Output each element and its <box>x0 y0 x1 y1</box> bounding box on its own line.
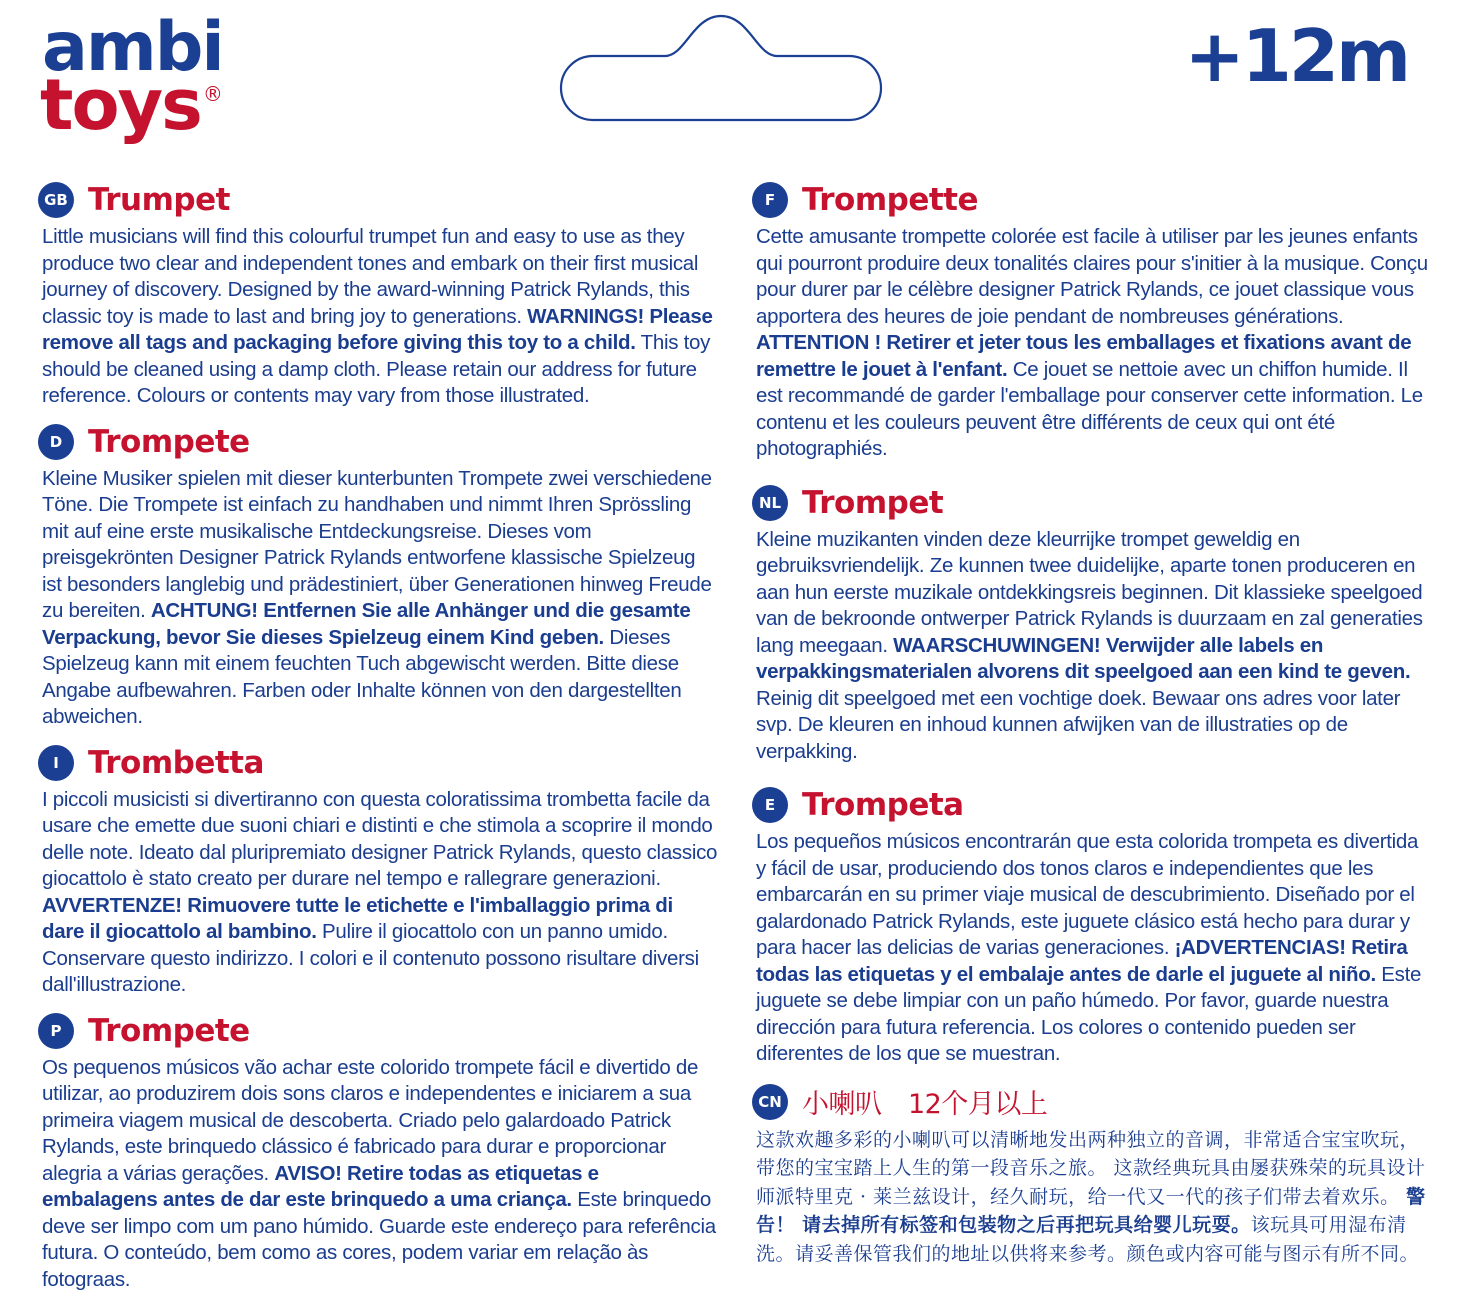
section-body <box>756 1126 1432 1269</box>
section-title: Trompeta <box>802 787 964 823</box>
section-warning: 警告！ 请去掉所有标签和包装物之后再把玩具给婴儿玩耍。 <box>756 1185 1426 1236</box>
age-recommendation: +12m <box>1184 14 1408 98</box>
section-body <box>42 466 718 731</box>
section-warning: ATTENTION ! Retirer et jeter tous les emballages et fixations avant de remettre le jouet à l'enfant. <box>756 331 1412 381</box>
section-title: Trompet <box>802 484 944 521</box>
section-french <box>752 180 1432 463</box>
section-dutch <box>752 483 1432 766</box>
section-header <box>752 483 1432 523</box>
section-intro: Os pequenos músicos vão achar este colorido trompete fácil e divertido de utilizar, ao produzirem dois sons claros e independentes e iniciarem a sua primeira viagem musical de descoberta. Criado pelo galardoado Patrick Rylands, este brinquedo clássico é fabricado para durar e proporcionar alegria a várias gerações. <box>42 1055 699 1185</box>
language-badge-p: P <box>38 1013 74 1049</box>
section-header <box>752 1082 1432 1122</box>
section-title: Trompette <box>802 182 979 218</box>
section-warning: AVISO! Retire todas as etiquetas e embalagens antes de dar este brinquedo a uma criança. <box>42 1161 599 1211</box>
section-title: Trombetta <box>88 744 264 781</box>
right-column <box>752 180 1432 1280</box>
section-chinese <box>752 1082 1432 1269</box>
section-outro: Este brinquedo deve ser limpo com um pano húmido. Guarde este endereço para referência futura. O conteúdo, bem como as cores, podem variar em relação às fotograas. <box>42 1188 716 1291</box>
ambi-toys-logo <box>40 8 223 146</box>
section-body <box>42 787 718 999</box>
section-header <box>38 743 718 783</box>
section-header <box>38 180 718 220</box>
section-header <box>38 422 718 462</box>
section-outro: This toy should be cleaned using a damp cloth. Please retain our address for future reference. Colours or contents may vary from those illustrated. <box>42 331 711 407</box>
section-outro: Reinig dit speelgoed met een vochtige doek. Bewaar ons adres voor later svp. De kleuren en inhoud kunnen afwijken van de illustraties op de verpakking. <box>756 686 1401 763</box>
section-title: Trompete <box>88 1012 250 1049</box>
left-column <box>38 180 718 1305</box>
section-outro: Dieses Spielzeug kann mit einem feuchten Tuch abgewischt werden. Bitte diese Angabe aufbewahren. Farben oder Inhalte können von den dargestellten abweichen. <box>42 625 682 728</box>
logo-toys-word: toys <box>40 64 201 146</box>
language-badge-f: F <box>752 182 788 218</box>
section-portuguese <box>38 1011 718 1294</box>
section-body <box>42 224 718 410</box>
language-badge-cn: CN <box>752 1084 788 1120</box>
section-warning: ACHTUNG! Entfernen Sie alle Anhänger und die gesamte Verpackung, bevor Sie dieses Spielzeug einem Kind geben. <box>42 599 691 649</box>
section-intro: 这款欢趣多彩的小喇叭可以清晰地发出两种独立的音调，非常适合宝宝吹玩，带您的宝宝踏上人生的第一段音乐之旅。 这款经典玩具由屡获殊荣的玩具设计师派特里克 · 莱兰兹设计，经久耐玩，给一代又一代的孩子们带去着欢乐。 <box>756 1128 1426 1208</box>
section-body <box>756 527 1432 766</box>
section-english <box>38 180 718 410</box>
language-badge-d: D <box>38 424 74 460</box>
section-header <box>752 785 1432 825</box>
section-spanish <box>752 785 1432 1068</box>
section-outro: Pulire il giocattolo con un panno umido. Conservare questo indirizzo. I colori e il contenuto possono risultare diversi dall'illustrazione. <box>42 920 699 996</box>
section-intro: Cette amusante trompette colorée est facile à utiliser par les jeunes enfants qui pourront produire deux tonalités claires pour s'initier à la musique. Conçu pour durer par le célèbre designer Patrick Rylands, ce jouet classique vous apportera des heures de joie pendant de nombreuses générations. <box>756 225 1428 328</box>
logo-toys-text <box>40 64 223 146</box>
language-badge-i: I <box>38 745 74 781</box>
section-warning: ¡ADVERTENCIAS! Retira todas las etiquetas y el embalaje antes de darle el juguete al niño. <box>756 936 1408 986</box>
section-title: 小喇叭 12个月以上 <box>802 1089 1048 1120</box>
section-warning: WARNINGS! Please remove all tags and packaging before giving this toy to a child. <box>42 304 713 354</box>
section-body <box>42 1055 718 1294</box>
language-badge-e: E <box>752 787 788 823</box>
section-outro: Este juguete se debe limpiar con un paño húmedo. Por favor, guarde nuestra dirección para futura referencia. Los colores o contenido pueden ser diferentes de los que se muestran. <box>756 962 1422 1065</box>
logo-ambi-text: ambi <box>42 8 223 87</box>
section-intro: Los pequeños músicos encontrarán que esta colorida trompeta es divertida y fácil de usar, produciendo dos tonos claros e independientes que les embarcarán en su primer viaje musical de descubrimiento. Diseñado por el galardonado Patrick Rylands, este juguete clásico está hecho para durar y para hacer las delicias de varias generaciones. <box>756 830 1419 959</box>
section-intro: Little musicians will find this colourful trumpet fun and easy to use as they produce two clear and independent tones and embark on their first musical journey of discovery. Designed by the award-winning Patrick Rylands, this classic toy is made to last and bring joy to generations. <box>42 225 699 328</box>
section-title: Trompete <box>88 423 250 460</box>
section-german <box>38 422 718 731</box>
section-intro: Kleine Musiker spielen mit dieser kunterbunten Trompete zwei verschiedene Töne. Die Trompete ist einfach zu handhaben und nimmt Ihren Sprössling mit auf eine erste musikalische Entdeckungsreise. Dieses vom preisgekrönten Designer Patrick Rylands entworfene klassische Spielzeug ist besonders langlebig und prädestiniert, über Generationen hinweg Freude zu bereiten. <box>42 466 712 622</box>
section-italian <box>38 743 718 999</box>
hang-tab-cutout <box>553 12 889 124</box>
section-outro: 该玩具可用湿布清洗。请妥善保管我们的地址以供将来参考。颜色或内容可能与图示有所不同。 <box>756 1214 1420 1265</box>
registered-mark: ® <box>202 82 221 106</box>
language-badge-gb: GB <box>38 182 74 218</box>
section-body <box>756 224 1432 463</box>
section-title: Trumpet <box>88 182 230 218</box>
language-badge-nl: NL <box>752 485 788 521</box>
section-warning: WAARSCHUWINGEN! Verwijder alle labels en verpakkingsmaterialen alvorens dit speelgoed aan een kind te geven. <box>756 633 1411 683</box>
section-outro: Ce jouet se nettoie avec un chiffon humide. Il est recommandé de garder l'emballage pour conserver cette information. Le contenu et les couleurs peuvent être différents de ceux qui ont été photographiés. <box>756 357 1423 460</box>
section-header <box>752 180 1432 220</box>
section-body <box>756 829 1432 1068</box>
section-header <box>38 1011 718 1051</box>
section-warning: AVVERTENZE! Rimuovere tutte le etichette e l'imballaggio prima di dare il giocattolo al bambino. <box>42 893 673 943</box>
section-intro: I piccoli musicisti si divertiranno con questa coloratissima trombetta facile da usare che emette due suoni chiari e distinti e che stimola a scoprire il mondo delle note. Ideato dal pluripremiato designer Patrick Rylands, questo classico giocattolo è stato creato per durare nel tempo e rallegrare generazioni. <box>42 787 718 890</box>
section-intro: Kleine muzikanten vinden deze kleurrijke trompet geweldig en gebruiksvriendelijk. Ze kunnen twee duidelijke, aparte tonen produceren en aan hun eerste muzikale ontdekkingsreis beginnen. Dit klassieke speelgoed van de bekroonde ontwerper Patrick Rylands is duurzaam en zal generaties lang meegaan. <box>756 527 1423 657</box>
